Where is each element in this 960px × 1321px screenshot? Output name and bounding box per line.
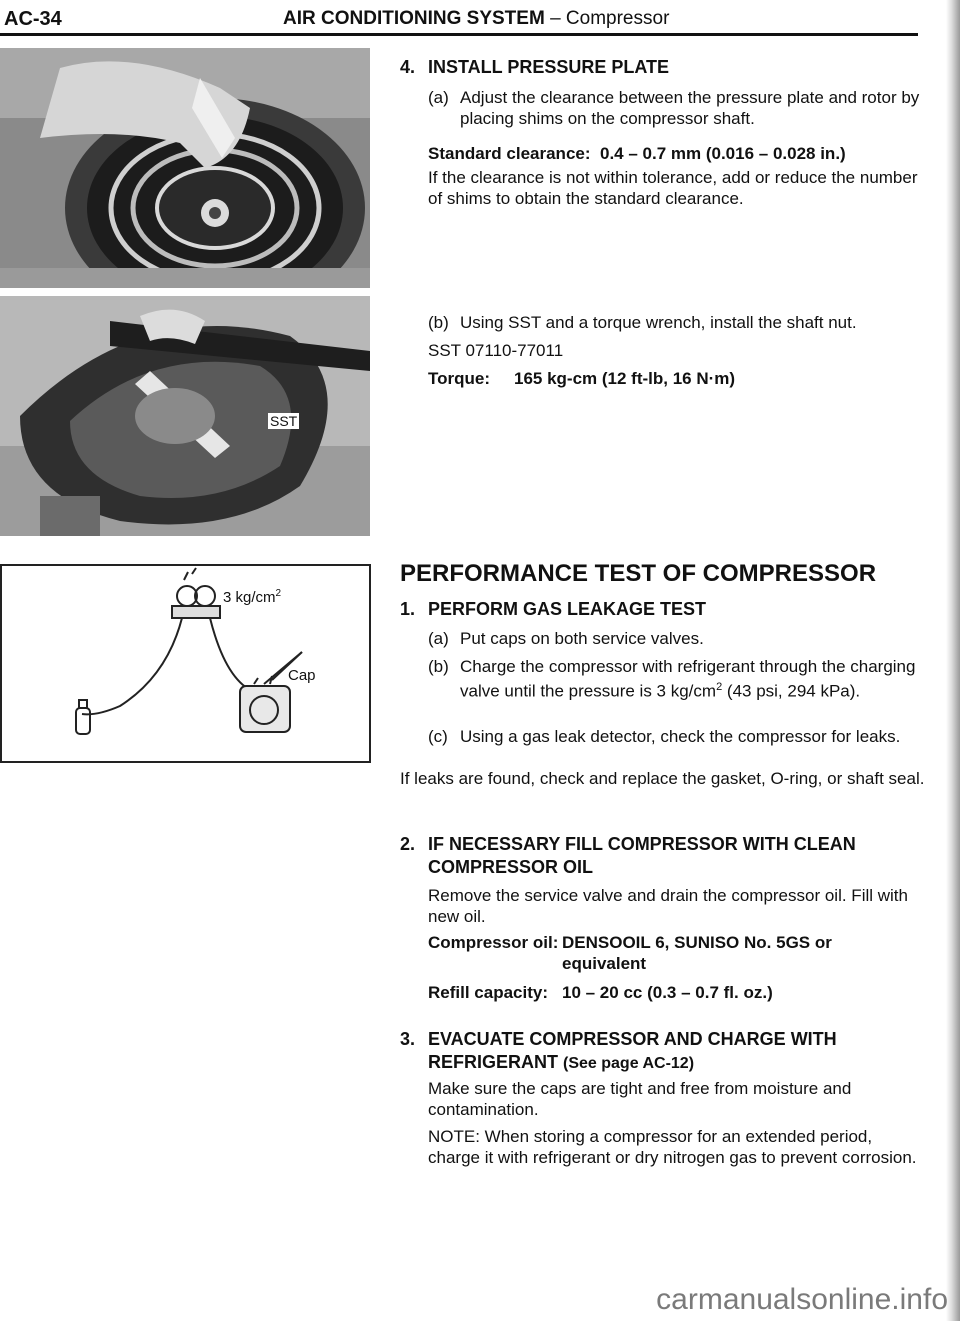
step-3-page-ref: (See page AC-12) (563, 1055, 695, 1072)
leak-note: If leaks are found, check and replace the gasket, O-ring, or shaft seal. (400, 769, 925, 788)
step-1-a-text: Put caps on both service valves. (460, 629, 704, 648)
refill-value: 10 – 20 cc (0.3 – 0.7 fl. oz.) (562, 983, 773, 1002)
pressure-label (223, 588, 281, 606)
step-1-number: 1. (400, 599, 416, 619)
performance-column (400, 0, 928, 1321)
step-1-item-a (428, 628, 928, 650)
step-1-title: PERFORM GAS LEAKAGE TEST (428, 599, 707, 619)
step-1-b-text-1: Charge the compressor with refrigerant through the charging valve until the pressure is 3 kg/cm (460, 657, 916, 701)
sst-label: SST (270, 413, 298, 429)
sst-torque-photo (0, 296, 370, 536)
step-2-heading (400, 833, 928, 879)
clearance-key: Standard clearance: (428, 144, 591, 163)
step-1-heading (400, 599, 706, 620)
step-4-number: 4. (400, 57, 416, 77)
refill-key: Refill capacity: (428, 983, 548, 1002)
step-3-number: 3. (400, 1029, 416, 1049)
step-1-item-c (428, 726, 928, 770)
step-1-a-key: (a) (428, 629, 449, 648)
watermark: carmanualsonline.info (656, 1283, 948, 1316)
step-3-text: Make sure the caps are tight and free from moisture and contamination. (428, 1079, 852, 1119)
step-1-c-key: (c) (428, 727, 448, 746)
title-sub: Compressor (565, 8, 670, 29)
page-code: AC-34 (4, 8, 62, 30)
pressure-label-sup: 2 (275, 588, 282, 599)
clearance-note: If the clearance is not within tolerance, add or reduce the number of shims to obtain the standard clearance. (428, 168, 918, 208)
sst-number: SST 07110-77011 (428, 341, 564, 360)
step-2-number: 2. (400, 834, 416, 854)
leak-test-diagram (2, 566, 369, 761)
leak-test-figure (0, 564, 371, 763)
oil-value: DENSOOIL 6, SUNISO No. 5GS or equivalent (562, 933, 832, 973)
page-edge-shadow (946, 0, 960, 1321)
compressor-oil-spec (428, 932, 928, 976)
step-3-heading (400, 1028, 928, 1075)
refill-capacity-spec (428, 982, 928, 1004)
step-1-item-b (428, 656, 928, 722)
step-4-b-key: (b) (428, 313, 449, 332)
step-1-b-text (460, 656, 928, 702)
step-3-title: EVACUATE COMPRESSOR AND CHARGE WITH REFRIGERANT (428, 1029, 837, 1072)
step-4-a-key: (a) (428, 88, 449, 107)
step-1-b-text-2: (43 psi, 294 kPa). (722, 681, 861, 701)
oil-key: Compressor oil: (428, 933, 559, 952)
step-1-b-sup: 2 (716, 681, 723, 693)
torque-value: 165 kg-cm (12 ft-lb, 16 N·m) (514, 369, 736, 388)
title-separator: – (544, 8, 566, 29)
step-1-b-key: (b) (428, 657, 449, 676)
pressure-plate-image (0, 48, 370, 288)
cap-label: Cap (288, 667, 316, 684)
sst-torque-image (0, 296, 370, 536)
pressure-label-text: 3 kg/cm (223, 589, 276, 606)
step-4-title: INSTALL PRESSURE PLATE (428, 57, 670, 77)
title-main: AIR CONDITIONING SYSTEM (283, 8, 545, 29)
step-3-note: NOTE: When storing a compressor for an extended period, charge it with refrigerant or dry nitrogen gas to prevent corrosion. (428, 1127, 917, 1167)
step-4-b-text: Using SST and a torque wrench, install the shaft nut. (460, 313, 857, 332)
step-4-a-text: Adjust the clearance between the pressure plate and rotor by placing shims on the compressor shaft. (460, 88, 920, 128)
section-title: PERFORMANCE TEST OF COMPRESSOR (400, 560, 877, 587)
pressure-plate-photo (0, 48, 370, 288)
torque-key: Torque: (428, 369, 491, 388)
step-2-text: Remove the service valve and drain the compressor oil. Fill with new oil. (428, 886, 908, 926)
step-2-title: IF NECESSARY FILL COMPRESSOR WITH CLEAN COMPRESSOR OIL (428, 834, 856, 877)
step-1-c-text: Using a gas leak detector, check the compressor for leaks. (460, 727, 901, 746)
clearance-value: 0.4 – 0.7 mm (0.016 – 0.028 in.) (600, 144, 846, 163)
